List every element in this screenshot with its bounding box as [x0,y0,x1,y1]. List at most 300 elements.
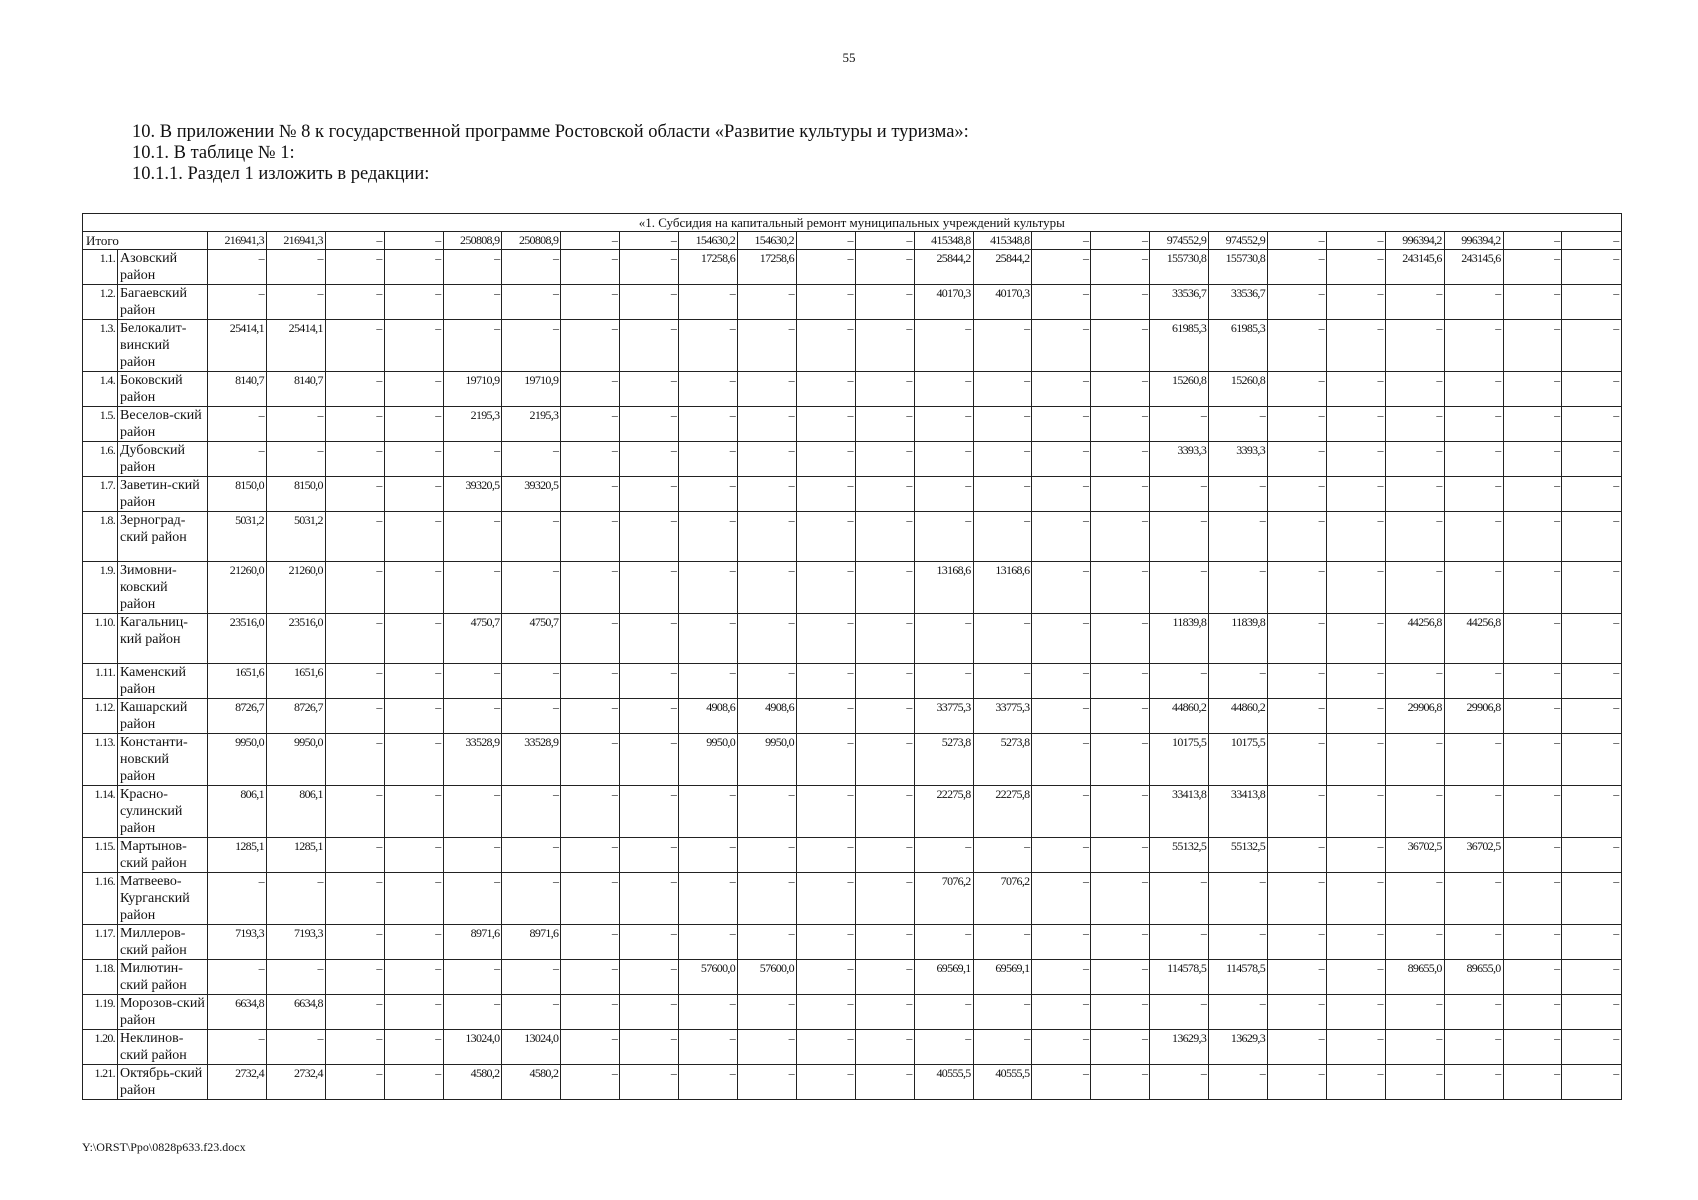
value-cell: – [325,734,384,786]
value-cell: – [1268,1030,1327,1065]
value-cell: – [1032,664,1091,699]
value-cell: – [443,838,502,873]
table-row [83,562,1622,614]
value-cell: – [266,1030,325,1065]
value-cell: – [1091,477,1150,512]
total-value-cell: 974552,9 [1150,232,1209,250]
total-value-cell: – [1032,232,1091,250]
value-cell: – [1444,562,1503,614]
value-cell: – [384,442,443,477]
value-cell: – [561,1030,620,1065]
value-cell: – [443,699,502,734]
value-cell: – [796,838,855,873]
value-cell: – [1385,562,1444,614]
value-cell: 61985,3 [1150,320,1209,372]
value-cell: – [561,995,620,1030]
value-cell: 8140,7 [208,372,267,407]
value-cell: 1651,6 [266,664,325,699]
value-cell: – [1032,285,1091,320]
value-cell: – [1562,873,1621,925]
value-cell: – [973,477,1032,512]
value-cell: – [914,1030,973,1065]
value-cell: 15260,8 [1209,372,1268,407]
value-cell: – [1326,407,1385,442]
table-row [83,699,1622,734]
value-cell: 7076,2 [973,873,1032,925]
value-cell: – [738,1065,797,1100]
value-cell: – [1503,442,1562,477]
value-cell: – [620,285,679,320]
row-number: 1.13. [83,734,118,786]
value-cell: 6634,8 [208,995,267,1030]
total-value-cell: – [384,232,443,250]
value-cell: 29906,8 [1444,699,1503,734]
value-cell: – [1032,320,1091,372]
value-cell: – [1385,407,1444,442]
value-cell: – [1091,512,1150,562]
value-cell: – [1209,562,1268,614]
value-cell: – [325,562,384,614]
total-value-cell: 415348,8 [973,232,1032,250]
value-cell: – [973,995,1032,1030]
value-cell: 29906,8 [1385,699,1444,734]
value-cell: – [502,786,561,838]
value-cell: – [325,614,384,664]
value-cell: – [1503,873,1562,925]
value-cell: – [796,320,855,372]
value-cell: – [1326,838,1385,873]
value-cell: – [1444,786,1503,838]
value-cell: – [738,786,797,838]
value-cell: – [1091,562,1150,614]
value-cell: 22275,8 [914,786,973,838]
district-name: Мартынов-ский район [118,838,208,873]
value-cell: – [796,250,855,285]
value-cell: – [325,1030,384,1065]
value-cell: 7076,2 [914,873,973,925]
value-cell: – [1091,699,1150,734]
value-cell: – [738,1030,797,1065]
value-cell: – [738,477,797,512]
file-path-footer: Y:\ORST\Ppo\0828p633.f23.docx [82,1140,246,1154]
value-cell: 114578,5 [1150,960,1209,995]
value-cell: – [973,442,1032,477]
value-cell: – [325,664,384,699]
value-cell: – [1268,786,1327,838]
value-cell: – [561,477,620,512]
value-cell: 25414,1 [208,320,267,372]
value-cell: 69569,1 [973,960,1032,995]
value-cell: – [1150,407,1209,442]
value-cell: – [384,250,443,285]
total-value-cell: 996394,2 [1385,232,1444,250]
total-value-cell: – [855,232,914,250]
value-cell: – [1150,925,1209,960]
value-cell: – [796,873,855,925]
row-number: 1.6. [83,442,118,477]
value-cell: – [796,512,855,562]
value-cell: – [1091,1030,1150,1065]
value-cell: – [973,925,1032,960]
value-cell: 11839,8 [1150,614,1209,664]
value-cell: – [502,442,561,477]
table-row [83,320,1622,372]
value-cell: – [738,512,797,562]
value-cell: – [1444,664,1503,699]
value-cell: – [325,407,384,442]
value-cell: – [679,614,738,664]
total-value-cell: 216941,3 [266,232,325,250]
value-cell: – [620,734,679,786]
row-number: 1.9. [83,562,118,614]
value-cell: – [1032,873,1091,925]
value-cell: – [620,925,679,960]
value-cell: – [325,1065,384,1100]
value-cell: – [502,838,561,873]
value-cell: 1285,1 [266,838,325,873]
table-row [83,442,1622,477]
district-name: Белокалит-винский район [118,320,208,372]
value-cell: 155730,8 [1209,250,1268,285]
total-value-cell: 250808,9 [502,232,561,250]
value-cell: – [1562,786,1621,838]
value-cell: – [325,477,384,512]
value-cell: – [266,285,325,320]
value-cell: – [325,372,384,407]
value-cell: – [1444,1065,1503,1100]
value-cell: 2195,3 [502,407,561,442]
district-name: Боковский район [118,372,208,407]
value-cell: – [1032,250,1091,285]
value-cell: – [679,477,738,512]
value-cell: – [1503,372,1562,407]
value-cell: – [1268,407,1327,442]
value-cell: – [325,512,384,562]
value-cell: – [1385,995,1444,1030]
value-cell: – [208,1030,267,1065]
table-row [83,1030,1622,1065]
value-cell: 40555,5 [973,1065,1032,1100]
value-cell: 89655,0 [1385,960,1444,995]
value-cell: – [1268,960,1327,995]
value-cell: – [1385,1030,1444,1065]
district-name: Веселов-ский район [118,407,208,442]
value-cell: – [1150,995,1209,1030]
value-cell: – [796,1065,855,1100]
district-name: Красно-сулинский район [118,786,208,838]
value-cell: – [384,995,443,1030]
total-value-cell: – [1503,232,1562,250]
value-cell: – [1268,995,1327,1030]
value-cell: – [1562,320,1621,372]
value-cell: – [384,838,443,873]
value-cell: – [855,407,914,442]
value-cell: – [1562,285,1621,320]
value-cell: – [1562,477,1621,512]
row-number: 1.20. [83,1030,118,1065]
value-cell: – [208,442,267,477]
value-cell: – [855,925,914,960]
value-cell: 22275,8 [973,786,1032,838]
value-cell: – [384,960,443,995]
value-cell: – [1268,838,1327,873]
value-cell: 806,1 [208,786,267,838]
value-cell: 19710,9 [502,372,561,407]
value-cell: – [914,372,973,407]
value-cell: 1285,1 [208,838,267,873]
value-cell: – [855,320,914,372]
value-cell: – [1209,664,1268,699]
row-number: 1.21. [83,1065,118,1100]
value-cell: – [1562,1065,1621,1100]
value-cell: – [1032,562,1091,614]
total-value-cell: – [325,232,384,250]
value-cell: – [1503,1065,1562,1100]
value-cell: 11839,8 [1209,614,1268,664]
value-cell: – [384,372,443,407]
value-cell: – [1091,873,1150,925]
value-cell: – [1268,925,1327,960]
value-cell: 33413,8 [1209,786,1268,838]
value-cell: – [796,925,855,960]
value-cell: – [384,614,443,664]
value-cell: – [1562,664,1621,699]
value-cell: – [1326,995,1385,1030]
value-cell: – [1562,250,1621,285]
value-cell: 25844,2 [973,250,1032,285]
district-name: Багаевский район [118,285,208,320]
value-cell: – [443,562,502,614]
value-cell: – [443,786,502,838]
value-cell: – [855,873,914,925]
value-cell: – [1032,442,1091,477]
value-cell: – [208,873,267,925]
value-cell: – [620,442,679,477]
district-name: Зимовни-ковский район [118,562,208,614]
district-name: Милютин-ский район [118,960,208,995]
value-cell: – [1503,512,1562,562]
value-cell: – [1326,372,1385,407]
value-cell: 39320,5 [443,477,502,512]
value-cell: – [620,250,679,285]
value-cell: – [1503,664,1562,699]
value-cell: – [1032,512,1091,562]
value-cell: – [384,925,443,960]
value-cell: – [561,372,620,407]
value-cell: – [384,1030,443,1065]
value-cell: – [1091,734,1150,786]
value-cell: – [1385,664,1444,699]
value-cell: – [1385,320,1444,372]
value-cell: – [973,664,1032,699]
total-value-cell: – [620,232,679,250]
value-cell: – [561,407,620,442]
value-cell: – [855,372,914,407]
value-cell: – [384,699,443,734]
value-cell: – [914,614,973,664]
value-cell: 23516,0 [208,614,267,664]
value-cell: – [384,1065,443,1100]
value-cell: 3393,3 [1150,442,1209,477]
value-cell: 4580,2 [502,1065,561,1100]
value-cell: – [443,320,502,372]
value-cell: – [1562,614,1621,664]
value-cell: – [620,477,679,512]
value-cell: – [1326,320,1385,372]
row-number: 1.10. [83,614,118,664]
value-cell: – [1032,372,1091,407]
value-cell: – [1091,250,1150,285]
value-cell: – [738,407,797,442]
value-cell: – [620,407,679,442]
value-cell: – [325,873,384,925]
value-cell: 33536,7 [1150,285,1209,320]
value-cell: – [1385,873,1444,925]
value-cell: – [1503,477,1562,512]
value-cell: 5031,2 [208,512,267,562]
value-cell: – [620,786,679,838]
value-cell: 55132,5 [1150,838,1209,873]
value-cell: 5273,8 [914,734,973,786]
value-cell: – [796,786,855,838]
value-cell: – [502,699,561,734]
value-cell: – [855,477,914,512]
value-cell: – [1326,512,1385,562]
table-row [83,285,1622,320]
value-cell: – [502,250,561,285]
value-cell: – [384,320,443,372]
intro-text [132,122,969,185]
row-number: 1.12. [83,699,118,734]
value-cell: – [914,925,973,960]
value-cell: – [620,512,679,562]
value-cell: 40170,3 [973,285,1032,320]
value-cell: 44256,8 [1444,614,1503,664]
value-cell: – [679,1030,738,1065]
value-cell: 23516,0 [266,614,325,664]
value-cell: 243145,6 [1444,250,1503,285]
value-cell: – [1385,925,1444,960]
value-cell: 44256,8 [1385,614,1444,664]
row-number: 1.14. [83,786,118,838]
value-cell: – [738,285,797,320]
value-cell: – [738,372,797,407]
value-cell: – [1444,372,1503,407]
value-cell: 13629,3 [1150,1030,1209,1065]
value-cell: – [914,320,973,372]
value-cell: – [561,614,620,664]
intro-line: 10.1.1. Раздел 1 изложить в редакции: [132,164,430,184]
value-cell: – [973,1030,1032,1065]
value-cell: – [738,562,797,614]
value-cell: 57600,0 [738,960,797,995]
value-cell: – [738,925,797,960]
table-row [83,960,1622,995]
value-cell: – [620,699,679,734]
value-cell: – [855,285,914,320]
value-cell: – [502,320,561,372]
value-cell: 8150,0 [266,477,325,512]
row-number: 1.17. [83,925,118,960]
value-cell: – [1562,372,1621,407]
value-cell: – [384,734,443,786]
value-cell: 40555,5 [914,1065,973,1100]
value-cell: – [1268,734,1327,786]
value-cell: – [855,734,914,786]
district-name: Заветин-ский район [118,477,208,512]
value-cell: – [208,960,267,995]
value-cell: – [679,838,738,873]
value-cell: – [502,995,561,1030]
value-cell: – [1091,407,1150,442]
value-cell: – [443,250,502,285]
value-cell: – [561,664,620,699]
value-cell: 13168,6 [973,562,1032,614]
value-cell: – [1032,734,1091,786]
value-cell: – [796,407,855,442]
total-value-cell: – [1562,232,1621,250]
table-row [83,786,1622,838]
value-cell: – [1032,995,1091,1030]
value-cell: – [1268,614,1327,664]
value-cell: – [620,838,679,873]
value-cell: – [796,995,855,1030]
value-cell: – [1562,995,1621,1030]
value-cell: – [1032,925,1091,960]
value-cell: – [1268,699,1327,734]
value-cell: – [738,838,797,873]
value-cell: – [1268,562,1327,614]
total-value-cell: – [1326,232,1385,250]
section-title: «1. Субсидия на капитальный ремонт муниципальных учреждений культуры [83,214,1622,232]
value-cell: – [325,925,384,960]
value-cell: – [1562,925,1621,960]
value-cell: – [384,285,443,320]
value-cell: – [914,512,973,562]
value-cell: 5031,2 [266,512,325,562]
value-cell: – [502,960,561,995]
page-number: 55 [842,50,856,65]
row-number: 1.19. [83,995,118,1030]
value-cell: – [679,442,738,477]
value-cell: 13024,0 [443,1030,502,1065]
value-cell: – [443,873,502,925]
district-name: Кагальниц-кий район [118,614,208,664]
value-cell: – [855,995,914,1030]
value-cell: – [266,873,325,925]
value-cell: – [973,407,1032,442]
district-name: Каменский район [118,664,208,699]
value-cell: – [1326,614,1385,664]
value-cell: – [1091,995,1150,1030]
value-cell: – [561,786,620,838]
value-cell: – [266,442,325,477]
subsidy-table [82,213,1622,1100]
value-cell: – [1326,1030,1385,1065]
district-name: Дубовский район [118,442,208,477]
value-cell: 2732,4 [266,1065,325,1100]
district-name: Азовский район [118,250,208,285]
value-cell: 243145,6 [1385,250,1444,285]
value-cell: – [620,664,679,699]
value-cell: – [1444,925,1503,960]
district-name: Матвеево-Курганский район [118,873,208,925]
value-cell: – [325,320,384,372]
value-cell: – [1444,407,1503,442]
value-cell: – [1209,1065,1268,1100]
district-name: Миллеров-ский район [118,925,208,960]
value-cell: – [384,407,443,442]
